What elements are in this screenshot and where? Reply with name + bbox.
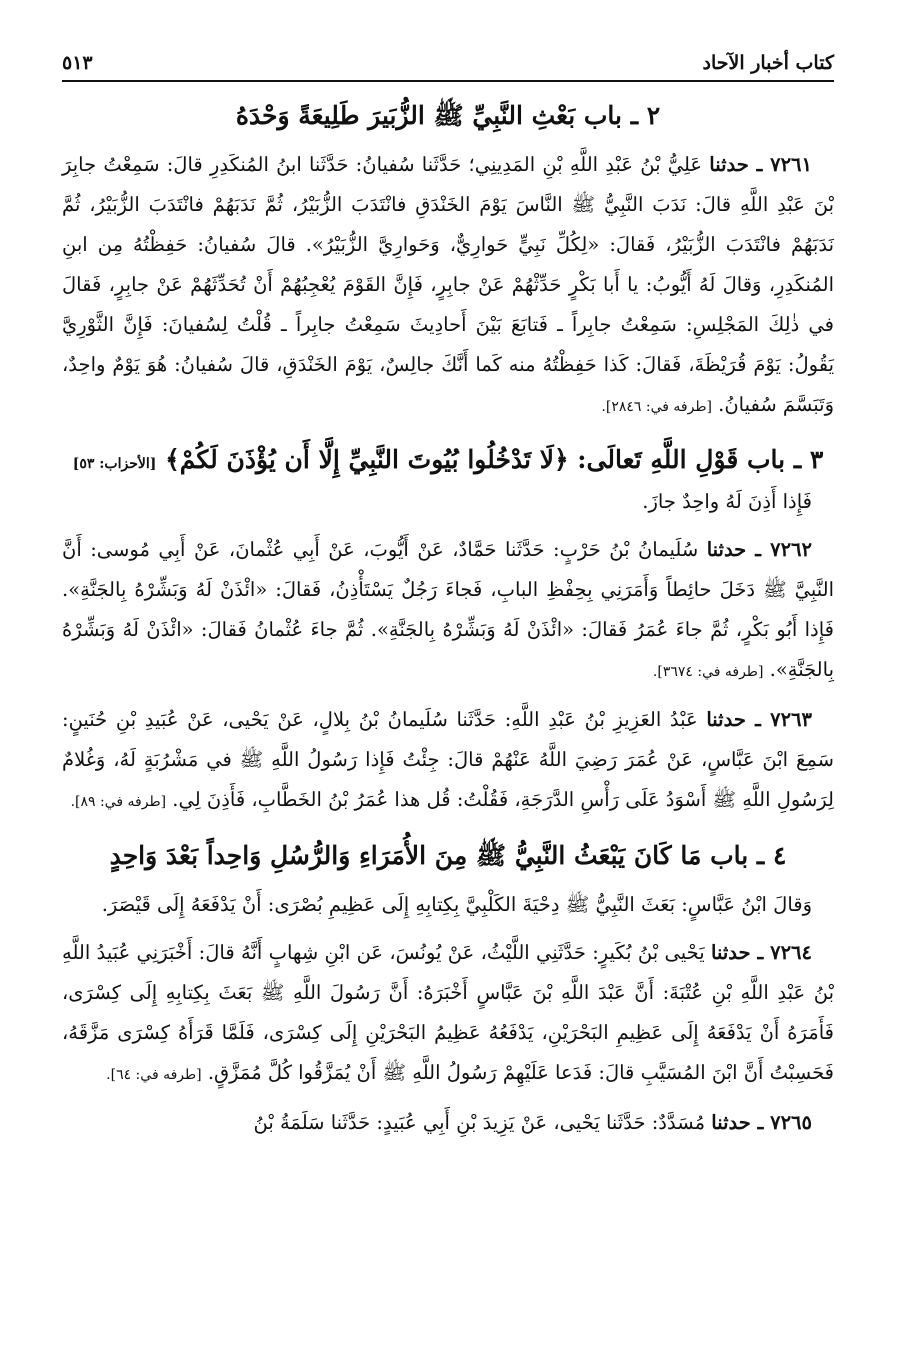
hadith-7264 — [62, 933, 834, 1095]
hadith-text: سُلَيمانُ بْنُ حَرْبٍ: حَدَّثَنا حَمَّادٌ، عَنْ أَيُّوبَ، عَنْ أَبِي عُثْمانَ، عَنْ أَبِي مُوسى: أَنَّ النَّبِيَّ ﷺ دَخَلَ حائِطاً وَأَمَرَنِي بِحِفْظِ البابِ، فَجاءَ رَجُلٌ يَسْتَأْذِنُ، فَقالَ: «ائْذَنْ لَهُ وَبَشِّرْهُ بِالجَنَّةِ». فَإِذا أَبُو بَكْرٍ، ثُمَّ جاءَ عُمَرُ فَقالَ: «ائْذَنْ لَهُ وَبَشِّرْهُ بِالجَنَّةِ». ثُمَّ جاءَ عُثْمانُ فَقالَ: «ائْذَنْ لَهُ وَبَشِّرْهُ بِالجَنَّةِ». — [62, 538, 834, 681]
hadith-7265 — [62, 1103, 834, 1143]
hadith-7262 — [62, 530, 834, 692]
hadith-number: ٧٢٦١ ـ حدثنا — [709, 153, 812, 176]
hadith-text: مُسَدَّدٌ: حَدَّثَنا يَحْيى، عَنْ يَزِيدَ بْنِ أَبِي عُبَيدٍ: حَدَّثَنا سَلَمَةُ بْنُ — [253, 1111, 706, 1134]
hadith-7261 — [62, 145, 834, 427]
chapter-subtitle: فَإِذا أَذِنَ لَهُ واحِدٌ جازَ. — [642, 490, 812, 513]
cross-reference: [طرفه في: ٨٩]. — [70, 794, 167, 810]
chapter-title-3 — [62, 445, 834, 474]
page-number: ٥١٣ — [62, 52, 93, 74]
hadith-text: يَحْيى بْنُ بُكَيرٍ: حَدَّثَنِي اللَّيْثُ، عَنْ يُونُسَ، عَن ابْنِ شِهابٍ أَنَّهُ قالَ: أَخْبَرَنِي عُبَيدُ اللَّهِ بْنُ عَبْدِ اللَّهِ بْنِ عُتْبَةَ: أَنَّ عَبْدَ اللَّهِ بْنَ عَبَّاسٍ أَخْبَرَهُ: أَنَّ رَسُولَ اللَّهِ ﷺ بَعَثَ بِكِتابِهِ إِلَى كِسْرَى، فَأَمَرَهُ أَنْ يَدْفَعَهُ إِلَى عَظِيمِ البَحْرَيْنِ، يَدْفَعُهُ عَظِيمُ البَحْرَيْنِ إِلَى كِسْرَى، فَلَمَّا قَرَأَهُ كِسْرَى مَزَّقَهُ، فَحَسِبْتُ أَنَّ ابْنَ المُسَيَّبِ قالَ: فَدَعا عَلَيْهِمْ رَسُولُ اللَّهِ ﷺ أَنْ يُمَزَّقُوا كُلَّ مُمَزَّقٍ. — [62, 941, 834, 1084]
hadith-text: عَبْدُ العَزِيزِ بْنُ عَبْدِ اللَّهِ: حَدَّثَنا سُلَيمانُ بْنُ بِلالٍ، عَنْ يَحْيى، عَنْ عُبَيدِ بْنِ حُنَينٍ: سَمِعَ ابْنَ عَبَّاسٍ، عَنْ عُمَرَ رَضِيَ اللَّهُ عَنْهُمْ قالَ: جِئْتُ فَإِذا رَسُولُ اللَّهِ ﷺ في مَشْرُبَةٍ لَهُ، وَغُلامٌ لِرَسُولِ اللَّهِ ﷺ أَسْوَدُ عَلَى رَأْسِ الدَّرَجَةِ، فَقُلْتُ: قُل هذا عُمَرُ بْنُ الخَطَّابِ، فَأَذِنَ لِي. — [62, 708, 834, 811]
cross-reference: [طرفه في: ٦٤]. — [106, 1067, 202, 1083]
running-title: كتاب أخبار الآحاد — [702, 52, 834, 74]
cross-reference: [طرفه في: ٣٦٧٤]. — [652, 664, 764, 680]
chapter-title-2: ٢ ـ باب بَعْثِ النَّبِيِّ ﷺ الزُّبَيرَ طَلِيعَةً وَحْدَهُ — [235, 101, 661, 130]
chapter-intro: وَقالَ ابْنُ عَبَّاسٍ: بَعَثَ النَّبِيُّ ﷺ دِحْيَةَ الكَلْبِيَّ بِكِتابِهِ إِلَى عَظِيمِ بُصْرَى: أَنْ يَدْفَعَهُ إِلَى قَيْصَرَ. — [101, 893, 812, 916]
hadith-number: ٧٢٦٣ ـ حدثنا — [706, 708, 813, 731]
hadith-7263 — [62, 700, 834, 822]
cross-reference: [طرفه في: ٢٨٤٦]. — [601, 399, 712, 415]
hadith-number: ٧٢٦٤ ـ حدثنا — [711, 941, 812, 964]
hadith-number: ٧٢٦٢ ـ حدثنا — [706, 538, 812, 561]
hadith-text: عَلِيُّ بْنُ عَبْدِ اللَّهِ بْنِ المَدِينِي؛ حَدَّثَنا سُفيانُ: حَدَّثَنا ابنُ المُنكَدِرِ قالَ: سَمِعْتُ جابِرَ بْنَ عَبْدِ اللَّهِ قالَ: نَدَبَ النَّبِيُّ ﷺ النَّاسَ يَوْمَ الخَنْدَقِ فانْتَدَبَ الزُّبَيْرُ، ثُمَّ نَدَبَهُمْ فانْتَدَبَ الزُّبَيْرُ، ثُمَّ نَدَبَهُمْ فانْتَدَبَ الزُّبَيْرُ، فَقالَ: «لِكُلِّ نَبِيٍّ حَوارِيٌّ، وَحَوارِيَّ الزُّبَيْرُ». قالَ سُفيانُ: حَفِظْتُهُ مِن ابنِ المُنكَدِرِ، وَقالَ لَهُ أَيُّوبُ: يا أَبا بَكْرٍ حَدِّثْهُمْ عَنْ جابِرٍ، فَإِنَّ القَوْمَ يُعْجِبُهُمْ أَنْ تُحَدِّثَهُمْ عَنْ جابِرٍ، فَقالَ في ذٰلِكَ المَجْلِسِ: سَمِعْتُ جابِراً ـ فَتابَعَ بَيْنَ أَحادِيثَ سَمِعْتُ جابِراً ـ قُلْتُ لِسُفيانَ: فَإِنَّ الثَّوْرِيَّ يَقُولُ: يَوْمَ قُرَيْظَةَ، فَقالَ: كَذا حَفِظْتُهُ منه كَما أَنَّكَ جالِسٌ، يَوْمَ الخَنْدَقِ، قالَ سُفيانُ: هُوَ يَوْمٌ واحِدٌ، وَتَبَسَّمَ سُفيانُ. — [62, 153, 834, 416]
page-header — [62, 52, 834, 82]
quran-reference: [الأحزاب: ٥٣] — [72, 456, 157, 472]
hadith-number: ٧٢٦٥ ـ حدثنا — [711, 1111, 812, 1134]
chapter-title-4: ٤ ـ باب مَا كَانَ يَبْعَثُ النَّبِيُّ ﷺ مِنَ الأُمَرَاءِ وَالرُّسُلِ وَاحِداً بَعْدَ وَاحِدٍ — [109, 841, 787, 870]
chapter-title-text: ٣ ـ باب قَوْلِ اللَّهِ تَعالَى: ﴿لَا تَدْخُلُوا بُيُوتَ النَّبِيِّ إِلَّا أَن يُؤْذَنَ لَكُمْ﴾ — [165, 445, 824, 474]
